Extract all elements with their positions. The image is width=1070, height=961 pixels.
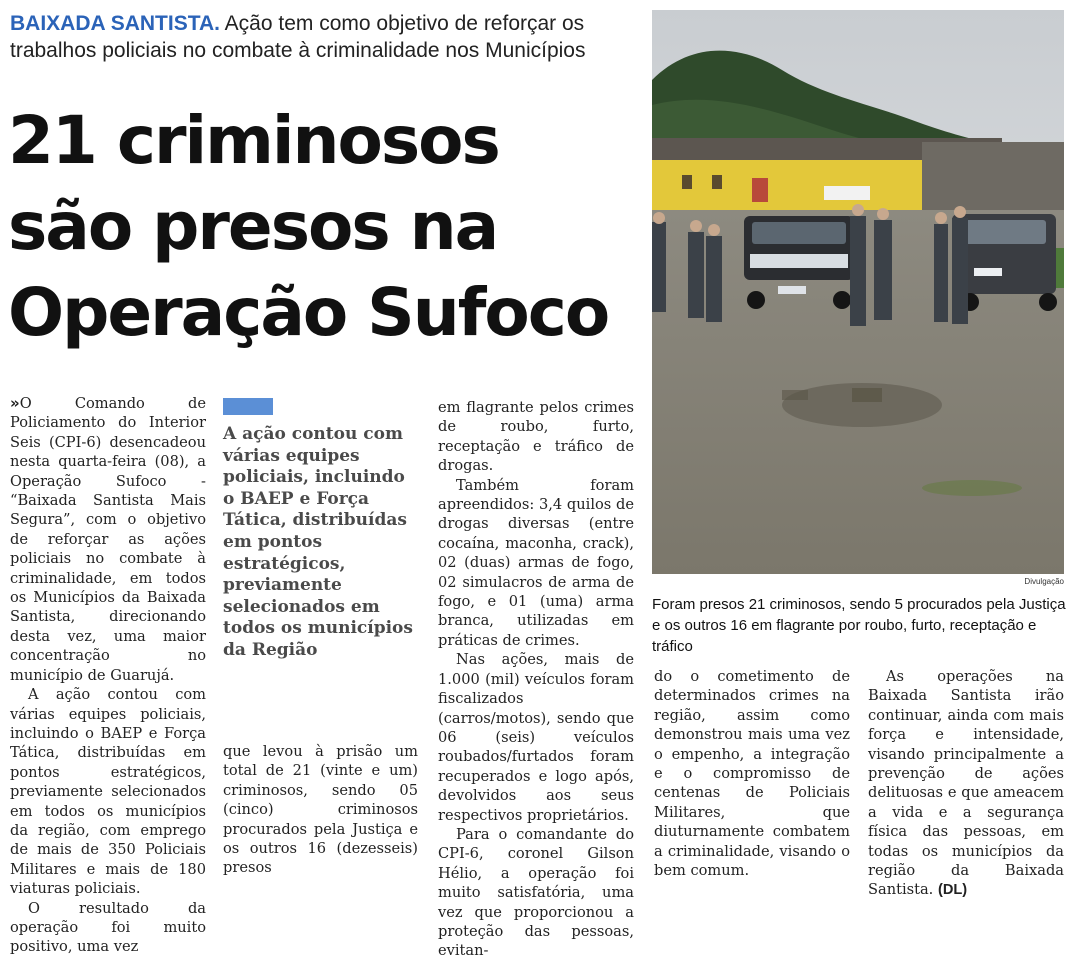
paragraph: em flagrante pelos crimes de roubo, furto, receptação e tráfico de drogas.: [438, 399, 634, 475]
paragraph: [868, 667, 1064, 901]
headline: [8, 98, 648, 356]
paragraph: Nas ações, mais de 1.000 (mil) veículos foram fiscalizados (carros/motos), sendo que 06 (seis) veículos roubados/furtados foram recuperados e logo após, devolvidos aos seus respectivos proprietários.: [438, 651, 634, 824]
headline-line-3: Operação Sufoco: [8, 274, 609, 351]
column-1: [10, 394, 206, 957]
lead-marker-icon: »: [10, 394, 17, 412]
pullquote-bar: [223, 398, 273, 415]
paragraph: O resultado da operação foi muito positivo, uma vez: [10, 899, 206, 956]
column-3: [438, 398, 634, 961]
photo-caption: Foram presos 21 criminosos, sendo 5 procurados pela Justiça e os outros 16 em flagrante por roubo, furto, receptação e tráfico: [652, 596, 1066, 655]
paragraph: A ação contou com várias equipes policiais, incluindo o BAEP e Força Tática, distribuídas em pontos estratégicos, previamente selecionados em todos os municípios da região, com emprego de mais de 350 Policiais Militares e mais de 180 viaturas policiais.: [10, 686, 206, 898]
police-operation-photo: [652, 10, 1064, 574]
kicker-text: Ação tem como objetivo de reforçar os trabalhos policiais no combate à criminalidade nos Municípios: [10, 12, 586, 62]
column-4: [654, 667, 850, 880]
section-tag: BAIXADA SANTISTA.: [10, 12, 220, 35]
headline-line-2: são presos na: [8, 188, 498, 265]
paragraph-text: O Comando de Policiamento do Interior Seis (CPI-6) desencadeou nesta quarta-feira (08), a Operação Sufoco - “Baixada Santista Mais Segura”, com o objetivo de reforçar as ações policiais no combate à criminalidade, em todos os Municípios da Baixada Santista, direcionando desta vez, uma maior concentração no município de Guarujá.: [10, 395, 206, 684]
paragraph: Também foram apreendidos: 3,4 quilos de drogas diversas (entre cocaína, maconha, crack), 02 (duas) armas de fogo, 02 simulacros de arma de fogo, e 01 (uma) arma branca, utilizadas em práticas de crimes.: [438, 476, 634, 649]
pullquote: A ação contou com várias equipes policiais, incluindo o BAEP e Força Tática, distribuídas em pontos estratégicos, previamente selecionados em todos os municípios da Região: [223, 424, 413, 660]
news-photo: [652, 10, 1064, 574]
paragraph: [10, 394, 206, 685]
paragraph: Para o comandante do CPI-6, coronel Gilson Hélio, a operação foi muito satisfatória, uma vez que proporcionou a proteção das pessoas, evitan-: [438, 825, 634, 960]
column-5: [868, 667, 1064, 901]
paragraph: do o cometimento de determinados crimes na região, assim como demonstrou mais uma vez o empenho, a integração e o compromisso de centenas de Policiais Militares, que diuturnamente combatem a criminalidade, visando o bem comum.: [654, 668, 850, 880]
author-signature: (DL): [937, 882, 968, 899]
kicker: [10, 10, 640, 64]
paragraph-text: As operações na Baixada Santista irão continuar, ainda com mais força e intensidade, visando principalmente a prevenção de ações delituosas e que ameacem a vida e a segurança física das pessoas, em todas os municípios da região da Baixada Santista.: [868, 668, 1064, 899]
photo-credit: Divulgação: [1024, 577, 1064, 586]
column-2: [223, 742, 418, 878]
paragraph: que levou à prisão um total de 21 (vinte e um) criminosos, sendo 05 (cinco) criminosos procurados pela Justiça e os outros 16 (dezesseis) presos: [223, 743, 418, 877]
headline-line-1: 21 criminosos: [8, 102, 499, 179]
